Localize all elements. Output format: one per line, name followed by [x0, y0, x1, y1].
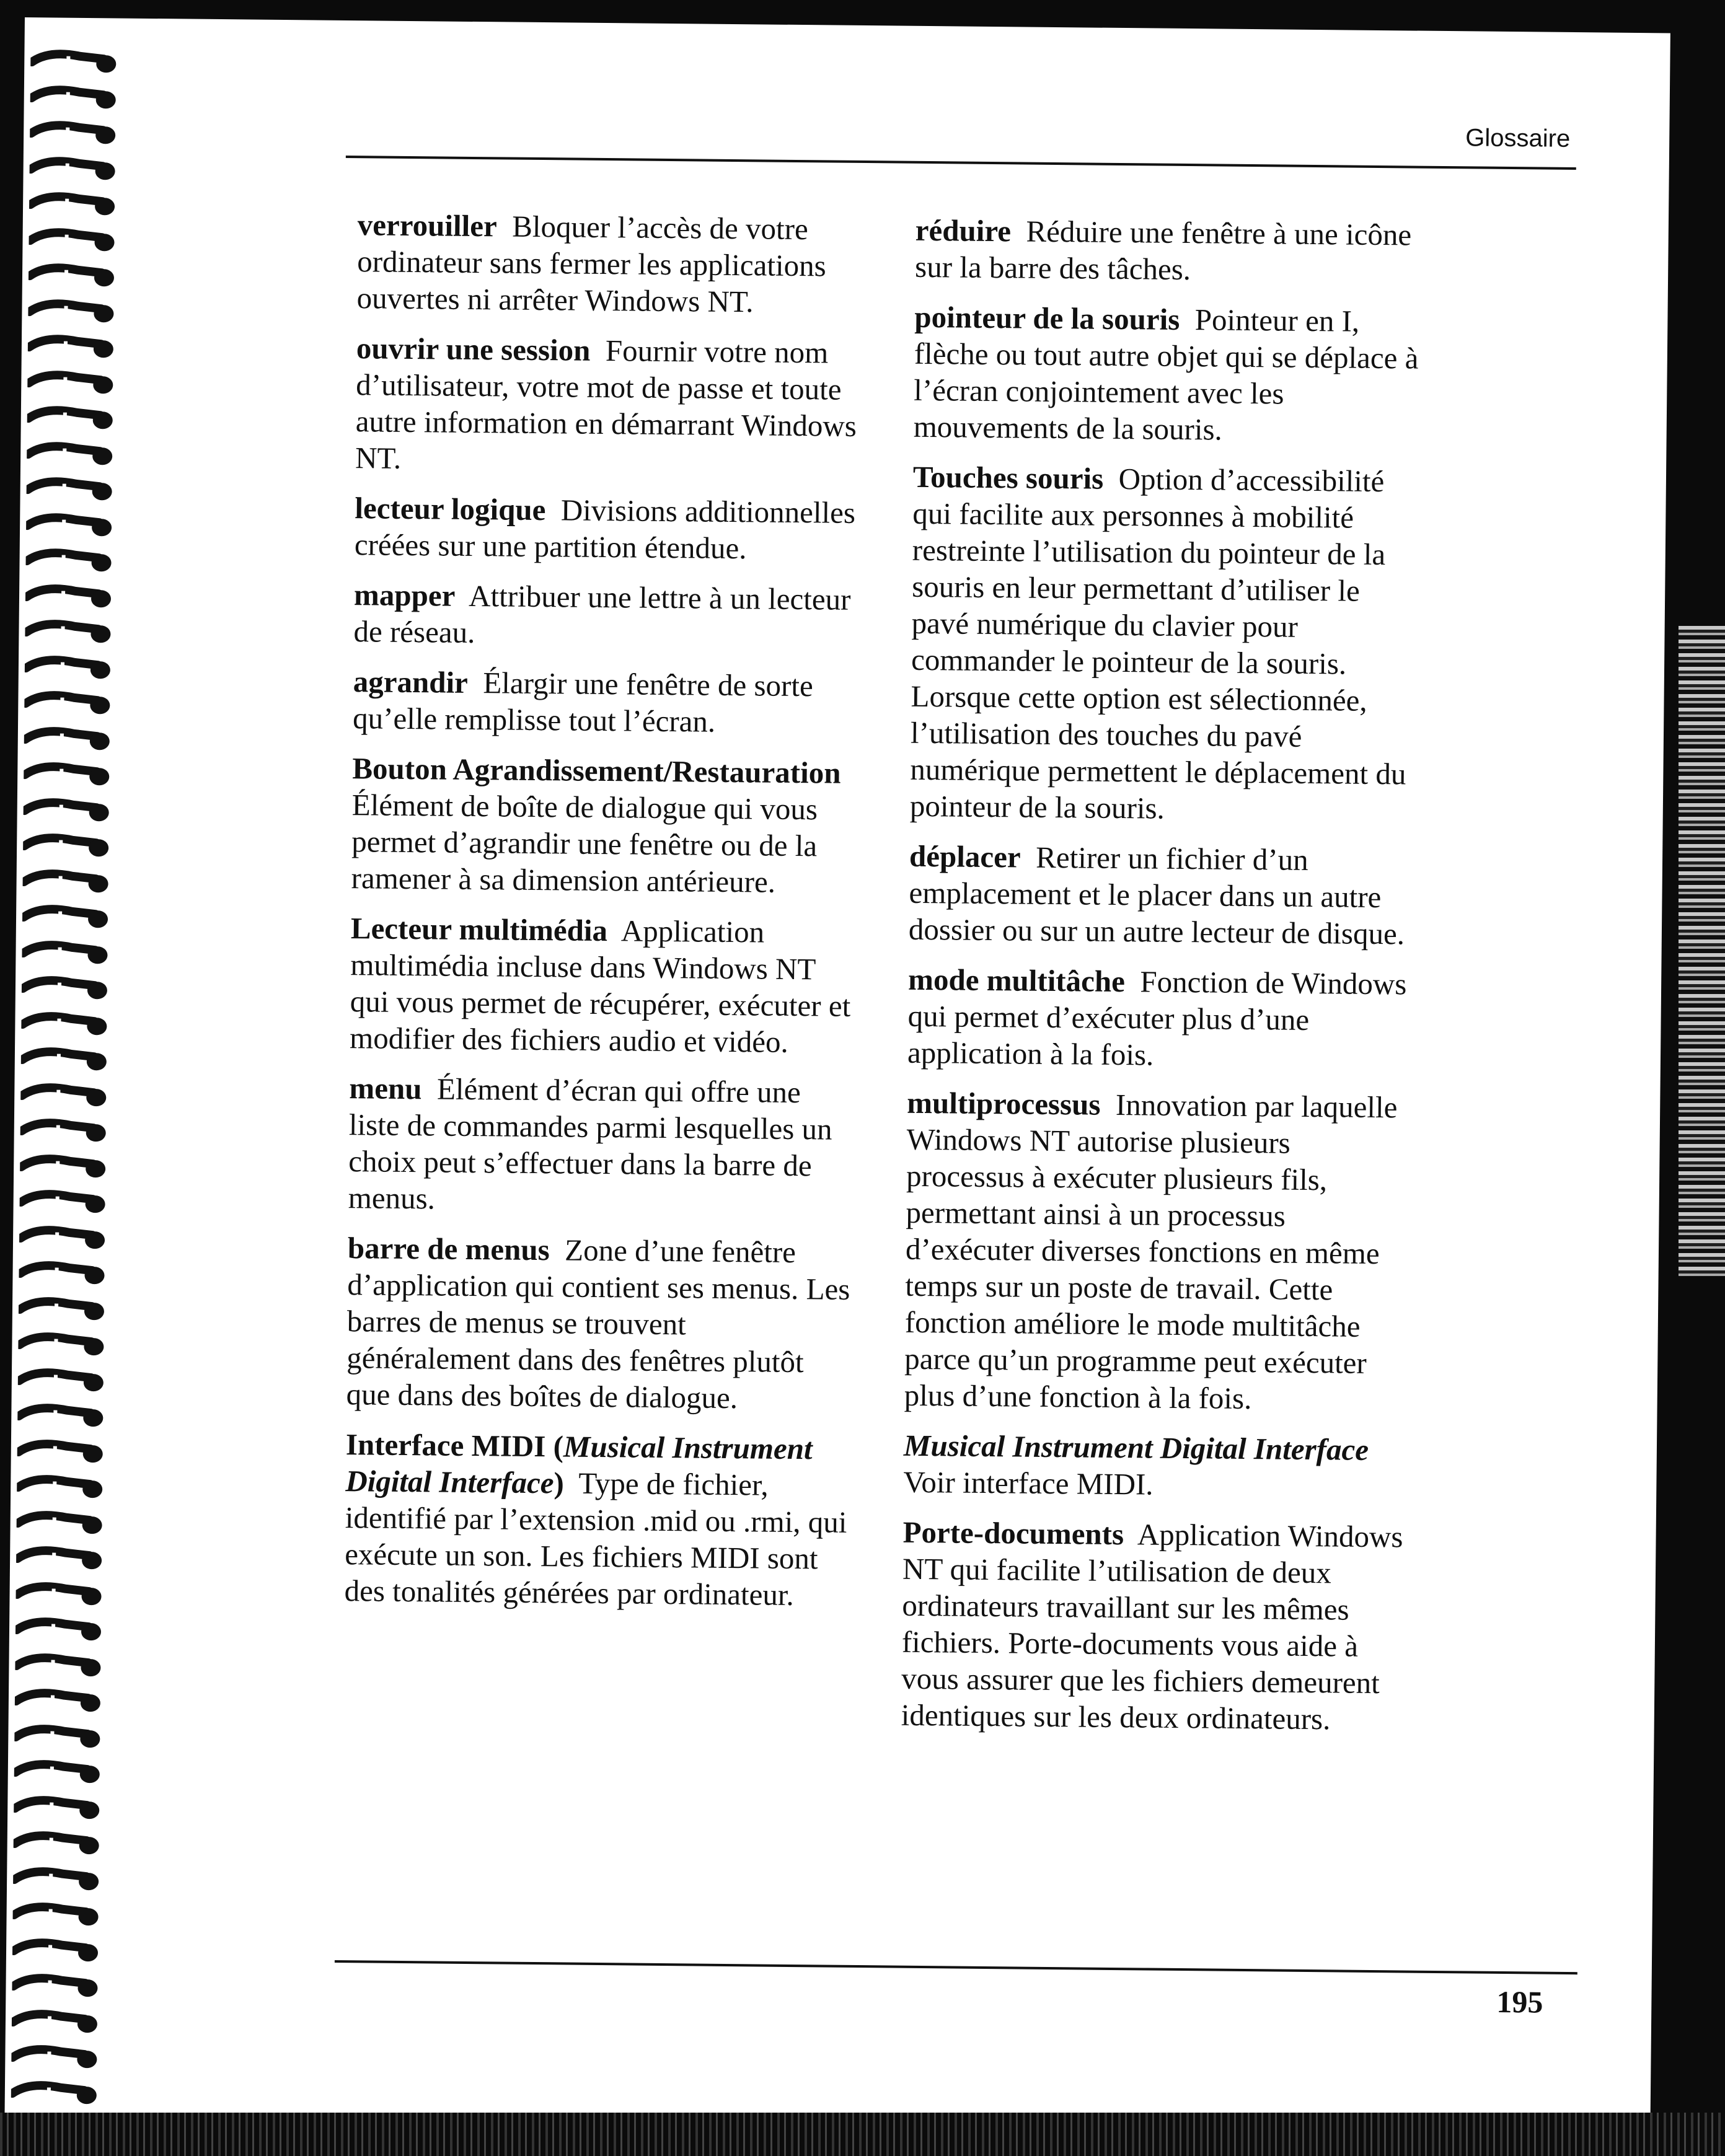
- glossary-term: Touches souris: [912, 459, 1104, 496]
- binding-ring: [19, 1260, 105, 1285]
- binding-ring: [24, 761, 110, 786]
- glossary-definition: Élargir une fenêtre de sorte qu’elle remplisse tout l’écran.: [352, 666, 813, 739]
- glossary-definition: Fonction de Windows qui permet d’exécuter plus d’une application à la fois.: [907, 964, 1407, 1072]
- glossary-definition: Zone d’une fenêtre d’application qui contient ses menus. Les barres de menus se trouvent généralement dans des fenêtres plutôt que dans des boîtes de dialogue.: [346, 1233, 850, 1415]
- glossary-entry: [915, 212, 1424, 290]
- glossary-term: Interface MIDI (: [345, 1427, 564, 1464]
- binding-ring: [22, 975, 108, 1000]
- glossary-entry: [350, 910, 859, 1061]
- glossary-definition: Attribuer une lettre à un lecteur de réseau.: [353, 578, 851, 650]
- binding-ring: [12, 1901, 99, 1927]
- glossary-term-italic: Musical Instrument Digital Interface: [345, 1429, 813, 1500]
- binding-ring: [30, 84, 117, 110]
- page-header-title: Glossaire: [1465, 124, 1571, 152]
- binding-ring: [20, 1082, 107, 1107]
- spiral-binding: [4, 17, 130, 2125]
- binding-ring: [27, 405, 114, 430]
- page-number: 195: [1496, 1984, 1543, 2020]
- binding-ring: [27, 476, 113, 501]
- glossary-definition: Voir interface MIDI.: [903, 1464, 1154, 1502]
- glossary-entry: [351, 750, 860, 901]
- binding-ring: [17, 1438, 104, 1463]
- binding-ring: [15, 1616, 102, 1642]
- binding-ring: [16, 1545, 103, 1570]
- binding-ring: [25, 547, 112, 573]
- binding-ring: [29, 262, 115, 288]
- binding-ring: [22, 868, 109, 894]
- binding-ring: [22, 904, 109, 929]
- binding-ring: [21, 1046, 108, 1071]
- glossary-term: Porte-documents: [902, 1515, 1124, 1552]
- glossary-definition: Fournir votre nom d’utilisateur, votre mot de passe et toute autre information en démarrant Windows NT.: [355, 333, 857, 475]
- glossary-entry-interface-midi: [344, 1426, 854, 1614]
- binding-ring: [20, 1117, 107, 1143]
- glossary-entry: [355, 490, 863, 568]
- binding-ring: [30, 48, 117, 74]
- binding-ring: [12, 2008, 99, 2033]
- glossary-entry: [907, 961, 1417, 1076]
- glossary-entry: [913, 299, 1423, 450]
- glossary-definition: Bloquer l’accès de votre ordinateur sans fermer les applications ouvertes ni arrêter Windows NT.: [356, 209, 826, 319]
- glossary-term: agrandir: [353, 664, 469, 700]
- scan-border: [0, 2113, 1725, 2156]
- glossary-entry: [356, 206, 866, 321]
- book-page: [4, 17, 1670, 2140]
- binding-ring: [20, 1153, 107, 1179]
- glossary-entry: [348, 1070, 857, 1221]
- binding-ring: [15, 1580, 102, 1606]
- glossary-term: verrouiller: [357, 208, 498, 244]
- glossary-entry: [903, 1427, 1412, 1505]
- glossary-entry: [353, 663, 862, 741]
- glossary-column-right: [901, 212, 1424, 1752]
- binding-ring: [27, 369, 114, 395]
- binding-ring: [17, 1509, 104, 1534]
- glossary-entry: [910, 459, 1422, 829]
- binding-ring: [12, 1937, 99, 1962]
- glossary-entry: [904, 1085, 1415, 1419]
- glossary-definition: Option d’accessibilité qui facilite aux personnes à mobilité restreinte l’utilisation du pointeur de la souris en leur permettant d’utiliser le pavé numérique du clavier pour commander le pointeur de la souris. Lorsque cette option est sélectionnée, l’utilisation des touches du pavé numérique permettent le déplacement du pointeur de la souris.: [909, 461, 1406, 825]
- binding-ring: [11, 2079, 98, 2105]
- binding-ring: [18, 1366, 105, 1392]
- binding-ring: [29, 191, 116, 216]
- glossary-entry: [909, 838, 1418, 953]
- glossary-definition: Réduire une fenêtre à une icône sur la barre des tâches.: [914, 214, 1412, 287]
- page-edge-shadow: [1679, 626, 1725, 1277]
- binding-ring: [19, 1225, 106, 1250]
- binding-ring: [21, 1011, 108, 1036]
- binding-ring: [25, 654, 112, 680]
- glossary-entry: [355, 330, 865, 481]
- footer-rule: [335, 1960, 1577, 1974]
- glossary-column-left: [344, 206, 866, 1627]
- binding-ring: [13, 1865, 100, 1891]
- binding-ring: [25, 583, 112, 609]
- binding-ring: [22, 939, 108, 965]
- binding-ring: [17, 1474, 104, 1499]
- glossary-term: pointeur de la souris: [914, 299, 1180, 337]
- glossary-definition: Élément d’écran qui offre une liste de commandes parmi lesquelles un choix peut s’effectuer dans la barre de menus.: [348, 1071, 832, 1216]
- binding-ring: [14, 1794, 100, 1819]
- binding-ring: [19, 1189, 106, 1214]
- binding-ring: [17, 1402, 104, 1428]
- glossary-definition: Divisions additionnelles créées sur une partition étendue.: [354, 493, 856, 566]
- binding-ring: [29, 227, 115, 252]
- glossary-term: Bouton Agrandissement/Restauration: [352, 751, 841, 790]
- glossary-definition: Pointeur en I, flèche ou tout autre objet qui se déplace à l’écran conjointement avec les mouvements de la souris.: [913, 302, 1419, 447]
- glossary-term: Lecteur multimédia: [350, 911, 608, 948]
- glossary-entry: [346, 1230, 856, 1417]
- binding-ring: [29, 156, 116, 181]
- binding-ring: [25, 618, 112, 644]
- glossary-term: lecteur logique: [355, 491, 546, 527]
- glossary-term: Musical Instrument Digital Interface: [903, 1428, 1369, 1467]
- glossary-definition: Innovation par laquelle Windows NT autorise plusieurs processus à exécuter plusieurs fils, permettant ainsi à un processus d’exécuter diverses fonctions en même temps sur un poste de travail. Cette fonction améliore le mode multitâche parce qu’un programme peut exécuter plus d’une fonction à la fois.: [904, 1087, 1398, 1416]
- binding-ring: [24, 690, 111, 715]
- glossary-definition: Élément de boîte de dialogue qui vous permet d’agrandir une fenêtre ou de la ramener à sa dimension antérieure.: [351, 788, 818, 899]
- binding-ring: [26, 512, 113, 537]
- glossary-term: ouvrir une session: [356, 331, 591, 367]
- binding-ring: [23, 832, 110, 858]
- glossary-definition: Application Windows NT qui facilite l’utilisation de deux ordinateurs travaillant sur les mêmes fichiers. Porte-documents vous aide à vous assurer que les fichiers demeurent identiques sur les deux ordinateurs.: [901, 1517, 1403, 1736]
- glossary-term: réduire: [915, 213, 1012, 249]
- glossary-term: multiprocessus: [906, 1085, 1101, 1122]
- glossary-term: menu: [349, 1071, 422, 1106]
- binding-ring: [18, 1331, 105, 1357]
- glossary-term: ): [554, 1466, 565, 1500]
- binding-ring: [28, 298, 115, 323]
- header-rule: [346, 156, 1576, 170]
- binding-ring: [15, 1652, 102, 1677]
- binding-ring: [28, 333, 115, 359]
- binding-ring: [19, 1296, 105, 1321]
- binding-ring: [14, 1830, 100, 1855]
- glossary-definition: Type de fichier, identifié par l’extension .mid ou .rmi, qui exécute un son. Les fichiers MIDI sont des tonalités générées par ordinateur.: [344, 1466, 847, 1613]
- glossary-definition: Application multimédia incluse dans Windows NT qui vous permet de récupérer, exécuter et modifier des fichiers audio et vidéo.: [349, 913, 851, 1059]
- binding-ring: [12, 1973, 99, 1998]
- binding-ring: [14, 1723, 101, 1748]
- binding-ring: [24, 726, 111, 751]
- glossary-term: mapper: [353, 578, 456, 613]
- glossary-entry: [901, 1514, 1411, 1738]
- glossary-definition: Retirer un fichier d’un emplacement et le placer dans un autre dossier ou sur un autre lecteur de disque.: [908, 840, 1405, 951]
- binding-ring: [30, 120, 117, 145]
- glossary-term: barre de menus: [347, 1231, 550, 1267]
- glossary-term: déplacer: [909, 838, 1021, 874]
- binding-ring: [27, 441, 113, 466]
- binding-ring: [11, 2044, 98, 2069]
- glossary-term: mode multitâche: [907, 962, 1126, 999]
- glossary-entry: [353, 576, 862, 654]
- binding-ring: [15, 1687, 102, 1713]
- binding-ring: [14, 1759, 101, 1784]
- binding-ring: [24, 797, 110, 822]
